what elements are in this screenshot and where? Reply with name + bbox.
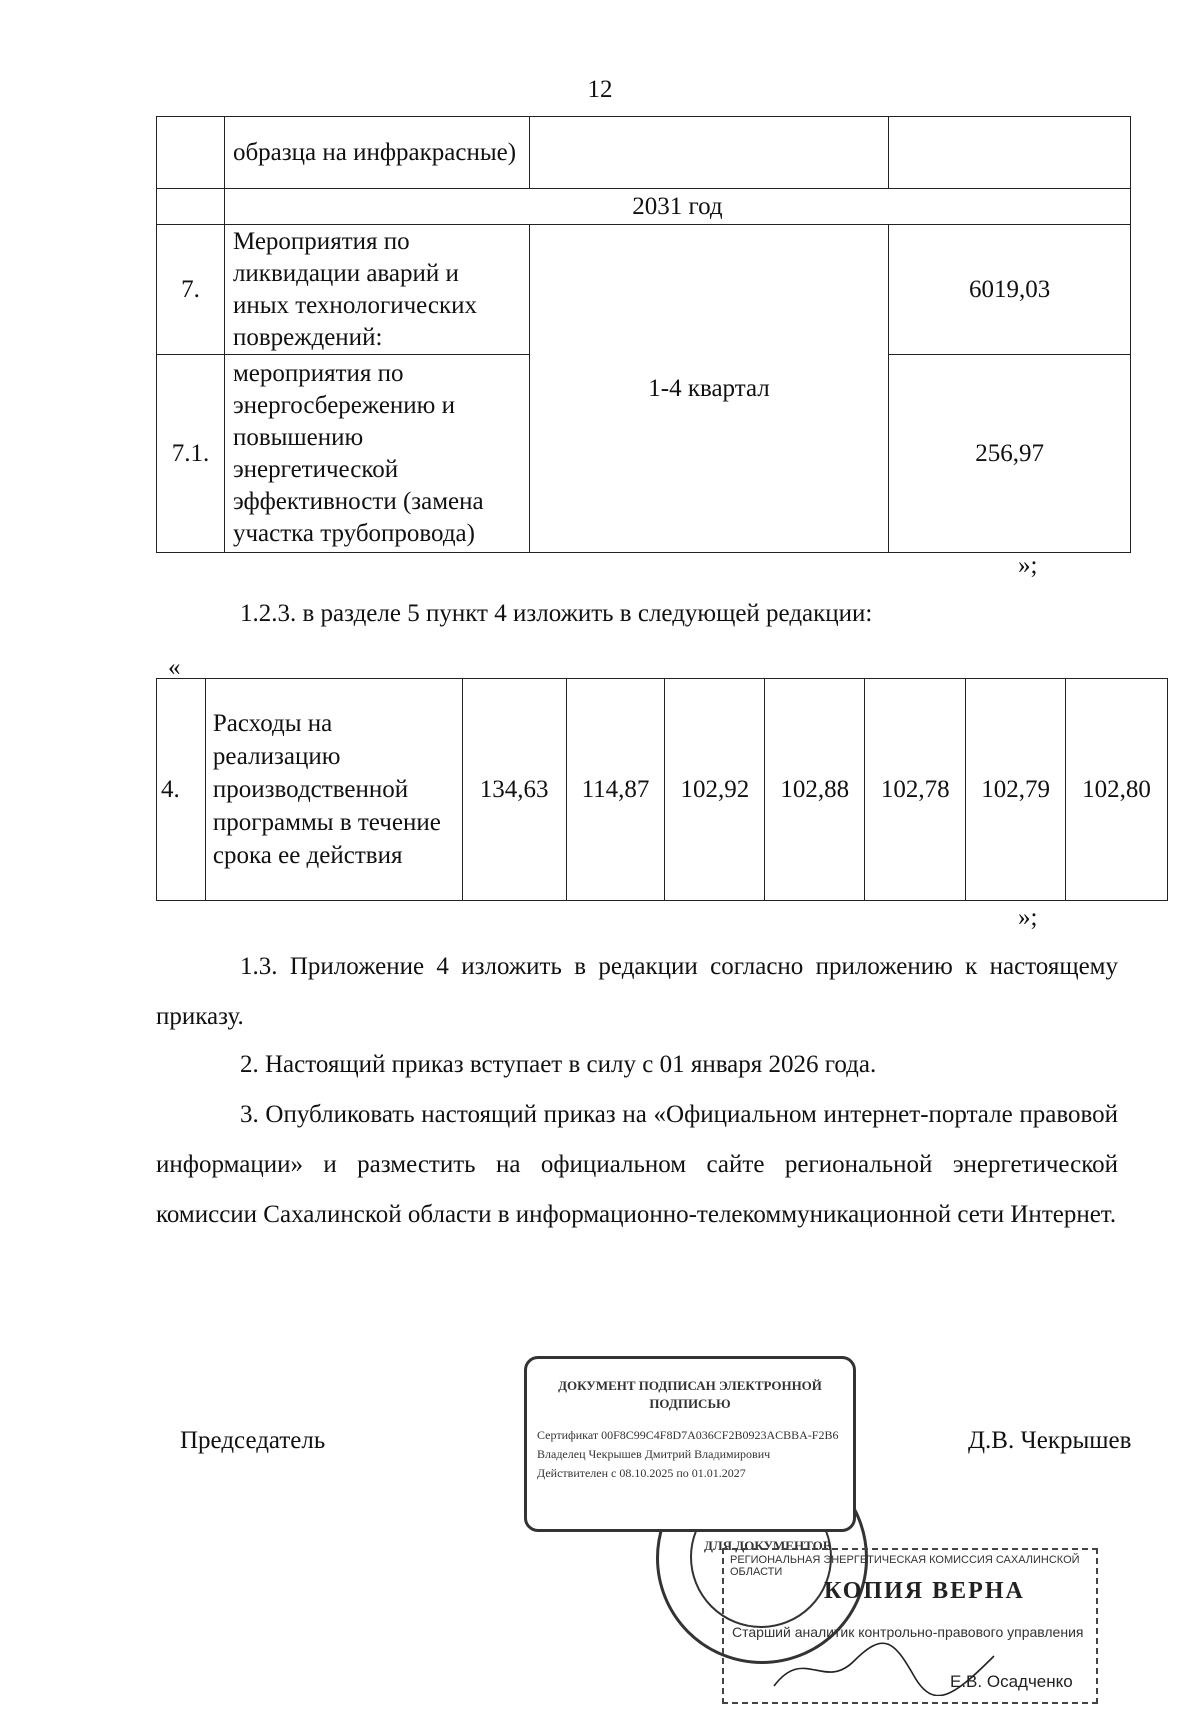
row-number-cell: 7.1. xyxy=(157,355,225,553)
table2-opening-quote: « xyxy=(168,654,181,681)
year-row xyxy=(157,189,1131,225)
row-number-cell xyxy=(157,117,225,189)
period-cell xyxy=(529,117,888,189)
event-name-cell: Мероприятия по ликвидации аварий и иных технологических повреждений: xyxy=(224,225,529,355)
table-row xyxy=(157,117,1131,189)
esign-heading: ДОКУМЕНТ ПОДПИСАН ЭЛЕКТРОННОЙ ПОДПИСЬЮ xyxy=(558,1378,822,1411)
copy-stamp-title: КОПИЯ ВЕРНА xyxy=(824,1578,1025,1604)
cost-name-cell: Расходы на реализацию производственной программы в течение срока ее действия xyxy=(205,679,462,901)
events-table xyxy=(156,116,1131,553)
program-costs-table xyxy=(156,678,1168,901)
paragraph-3: 3. Опубликовать настоящий приказ на «Официальном интернет-портале правовой информации» и разместить на официальном сайте региональной энергетической комиссии Сахалинской области в информационно-телекоммуникационной сети Интернет. xyxy=(156,1101,1118,1228)
event-name-cell: образца на инфракрасные) xyxy=(224,117,529,189)
esign-owner: Владелец Чекрышев Дмитрий Владимирович xyxy=(537,1447,771,1461)
table-row xyxy=(157,225,1131,355)
value-cell: 102,88 xyxy=(765,679,865,901)
value-cell: 256,97 xyxy=(889,355,1131,553)
paragraph-1-3: 1.3. Приложение 4 изложить в редакции согласно приложению к настоящему приказу. xyxy=(156,953,1118,1030)
copy-stamp-org: РЕГИОНАЛЬНАЯ ЭНЕРГЕТИЧЕСКАЯ КОМИССИЯ САХАЛИНСКОЙ ОБЛАСТИ xyxy=(730,1554,1080,1578)
page-number: 12 xyxy=(587,76,613,103)
value-cell: 114,87 xyxy=(566,679,665,901)
copy-stamp-name: Е.В. Осадченко xyxy=(950,1672,1073,1691)
table-row xyxy=(157,679,1168,901)
seal-center-text: ДЛЯ ДОКУМЕНТОВ xyxy=(704,1538,832,1553)
table2-closing-quote: »; xyxy=(1018,904,1038,931)
row-number-cell: 4. xyxy=(157,679,206,901)
esign-certificate: Сертификат 00F8C99C4F8D7A036CF2B0923ACBBA-F2B6 xyxy=(537,1428,839,1442)
value-cell: 102,80 xyxy=(1066,679,1168,901)
electronic-signature-stamp xyxy=(524,1356,856,1532)
value-cell: 102,92 xyxy=(665,679,765,901)
signer-name: Д.В. Чекрышев xyxy=(968,1427,1132,1454)
copy-certified-stamp xyxy=(722,1548,1098,1704)
copy-stamp-position: Старший аналитик контрольно-правового управления xyxy=(732,1624,1084,1640)
signer-position: Председатель xyxy=(180,1427,326,1454)
row-number-cell xyxy=(157,189,225,225)
period-cell: 1-4 квартал xyxy=(529,225,888,553)
event-name-cell: мероприятия по энергосбережению и повышению энергетической эффективности (замена участка трубопровода) xyxy=(224,355,529,553)
year-label: 2031 год xyxy=(224,189,1130,225)
row-number-cell: 7. xyxy=(157,225,225,355)
section-intro: 1.2.3. в разделе 5 пункт 4 изложить в следующей редакции: xyxy=(240,600,873,627)
value-cell: 102,78 xyxy=(865,679,966,901)
esign-validity: Действителен с 08.10.2025 по 01.01.2027 xyxy=(537,1466,746,1480)
value-cell: 6019,03 xyxy=(889,225,1131,355)
value-cell: 102,79 xyxy=(966,679,1066,901)
value-cell: 134,63 xyxy=(462,679,566,901)
table1-closing-quote: »; xyxy=(1018,552,1038,579)
paragraph-2: 2. Настоящий приказ вступает в силу с 01 января 2026 года. xyxy=(240,1051,877,1078)
value-cell xyxy=(889,117,1131,189)
